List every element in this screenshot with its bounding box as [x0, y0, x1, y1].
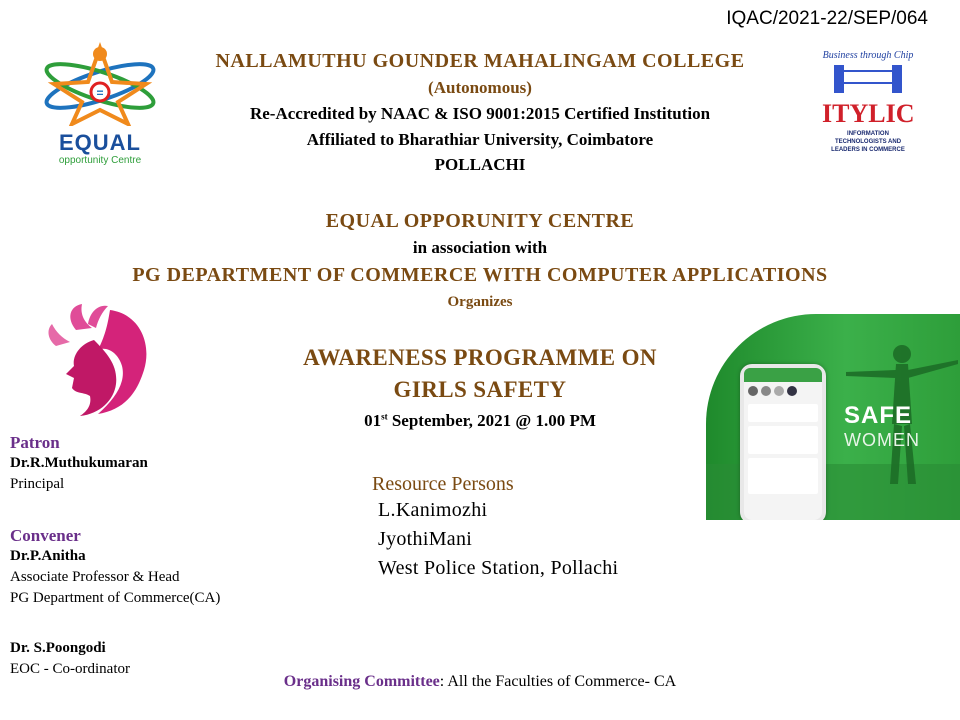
organising-committee-text: : All the Faculties of Commerce- CA — [439, 673, 677, 690]
college-status: (Autonomous) — [428, 78, 532, 97]
safe-banner-line1: SAFE — [844, 402, 913, 429]
patron-role: Principal — [10, 476, 65, 492]
itylic-title: ITYLIC — [822, 99, 915, 128]
convener-name: Dr.P.Anitha — [10, 548, 86, 564]
phone-mockup — [740, 364, 826, 520]
organising-committee — [0, 673, 960, 691]
convener-heading: Convener — [10, 526, 81, 545]
convener-role1: Associate Professor & Head — [10, 569, 180, 585]
coordinator-role: EOC - Co-ordinator — [10, 661, 130, 677]
convener-role2: PG Department of Commerce(CA) — [10, 590, 221, 606]
itylic-tagline: Business through Chip — [822, 50, 914, 61]
resource-section — [372, 473, 618, 583]
resource-heading: Resource Persons — [372, 473, 514, 495]
event-date-day: 01 — [364, 411, 382, 430]
college-accreditation: Re-Accredited by NAAC & ISO 9001:2015 Certified Institution — [249, 104, 711, 123]
event-title-line2: GIRLS SAFETY — [393, 377, 567, 402]
safe-banner-line2: WOMEN — [844, 430, 920, 450]
patron-heading: Patron — [10, 433, 60, 452]
organising-committee-label: Organising Committee — [283, 673, 440, 690]
organizer-centre: EQUAL OPPORUNITY CENTRE — [325, 210, 635, 232]
equal-logo-title: EQUAL — [59, 130, 141, 155]
event-date-time: September, 2021 @ 1.00 PM — [387, 411, 596, 430]
organizer-association: in association with — [412, 238, 548, 257]
reference-code: IQAC/2021-22/SEP/064 — [726, 8, 928, 29]
patron-name: Dr.R.Muthukumaran — [10, 455, 148, 471]
patron-section — [10, 432, 148, 495]
event-title-line1: AWARENESS PROGRAMME ON — [303, 345, 657, 370]
safe-women-banner — [706, 314, 960, 520]
resource-person: L.Kanimozhi — [378, 499, 488, 521]
event-date-suffix: st — [381, 411, 388, 422]
organizer-organizes: Organizes — [447, 294, 513, 310]
college-place: POLLACHI — [434, 155, 526, 174]
itylic-subtitle: INFORMATION TECHNOLOGISTS AND LEADERS IN COMMERCE — [831, 131, 905, 153]
college-affiliation: Affiliated to Bharathiar University, Coimbatore — [306, 130, 654, 149]
resource-person: West Police Station, Pollachi — [378, 557, 619, 579]
equal-logo-subtitle: opportunity Centre — [58, 155, 142, 166]
resource-person: JyothiMani — [378, 528, 473, 550]
college-name: NALLAMUTHU GOUNDER MAHALINGAM COLLEGE — [215, 50, 745, 72]
organizer-department: PG DEPARTMENT OF COMMERCE WITH COMPUTER APPLICATIONS — [132, 264, 828, 286]
coordinator-name: Dr. S.Poongodi — [10, 640, 106, 656]
convener-section — [10, 525, 220, 609]
svg-text:=: = — [96, 86, 104, 100]
